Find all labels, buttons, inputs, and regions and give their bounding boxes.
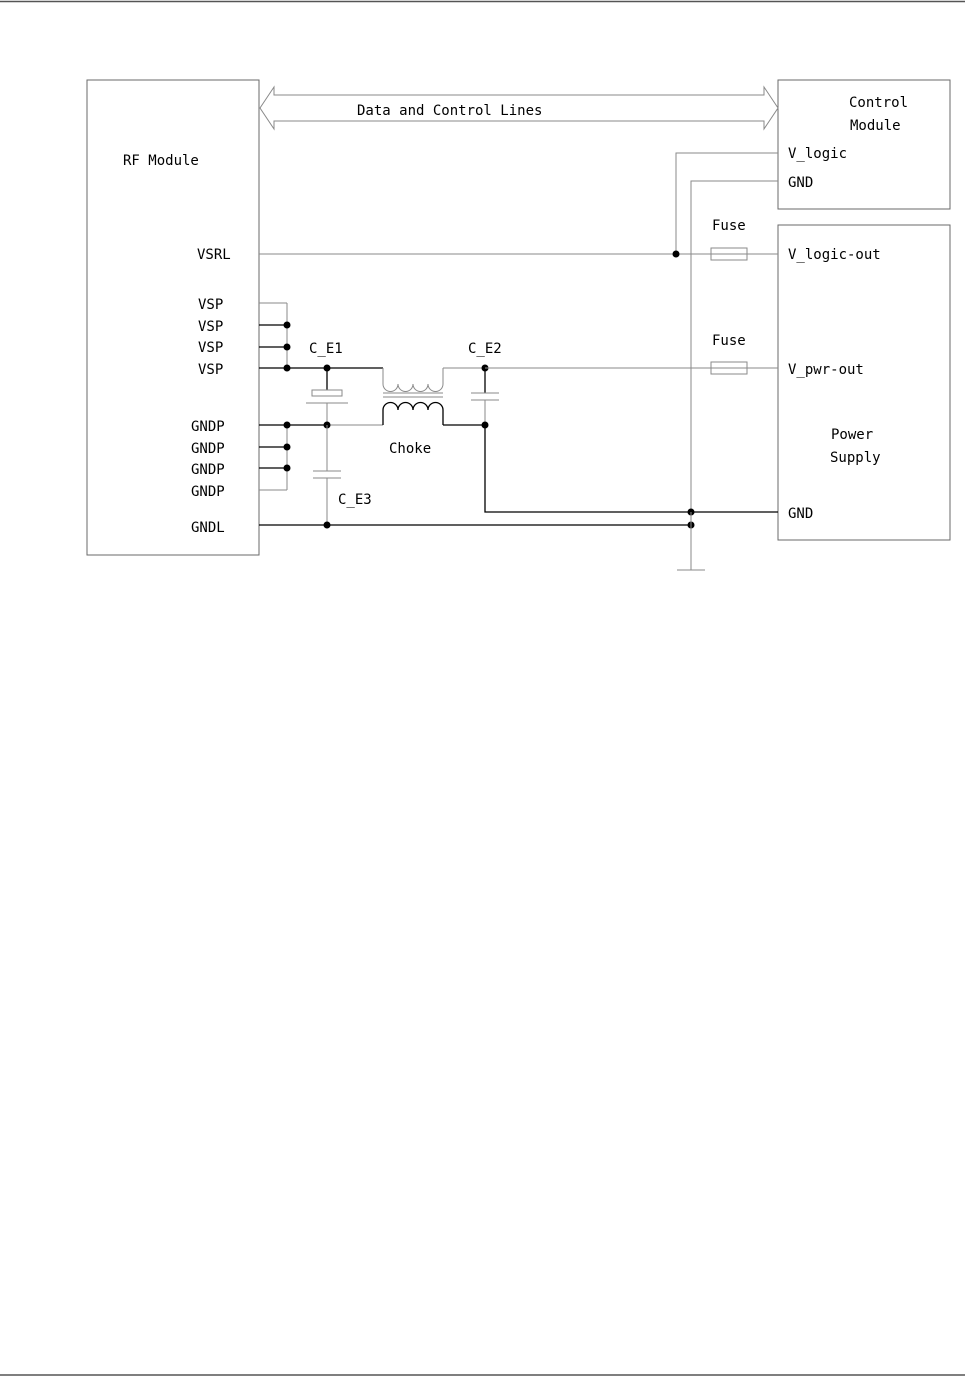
choke-winding-top [383,368,443,392]
junction-gndp-1 [284,422,291,429]
fuse-logic-label: Fuse [712,218,746,234]
junction-gndp-2 [284,444,291,451]
pin-vsp-1: VSP [198,297,224,313]
pin-supply-gnd: GND [788,506,814,522]
c-e1-label: C_E1 [309,341,343,357]
power-supply-title-1: Power [831,427,874,443]
c-e2-label: C_E2 [468,341,502,357]
pin-v-pwr-out: V_pwr-out [788,362,864,378]
rf-module-box [87,80,259,555]
pin-vsp-2: VSP [198,319,224,335]
c-e3-label: C_E3 [338,492,372,508]
pin-v-logic: V_logic [788,146,848,162]
pin-gndp-2: GNDP [191,441,225,457]
junction-c-e3-gndl [324,522,331,529]
pin-gndp-1: GNDP [191,419,225,435]
junction-vsp-3 [284,344,291,351]
choke-winding-bottom [383,403,443,426]
pin-v-logic-out: V_logic-out [788,247,881,263]
pin-control-gnd: GND [788,175,814,191]
control-module-title-2: Module [850,118,901,134]
pin-vsrl: VSRL [197,247,231,263]
junction-v-logic [673,251,680,258]
c-e1-plate-top [312,390,342,396]
rf-module-title: RF Module [123,153,199,169]
bus-label: Data and Control Lines [357,103,543,119]
control-module-title-1: Control [849,95,909,111]
pin-gndp-3: GNDP [191,462,225,478]
gndp-return-wire [485,425,778,512]
fuse-pwr-label: Fuse [712,333,746,349]
junction-gndp-3 [284,465,291,472]
power-supply-box [778,225,950,540]
choke-label: Choke [389,441,432,457]
junction-vsp-2 [284,322,291,329]
pin-vsp-4: VSP [198,362,224,378]
pin-gndl: GNDL [191,520,225,536]
pin-gndp-4: GNDP [191,484,225,500]
power-supply-title-2: Supply [830,450,881,466]
junction-vsp-4 [284,365,291,372]
pin-vsp-3: VSP [198,340,224,356]
